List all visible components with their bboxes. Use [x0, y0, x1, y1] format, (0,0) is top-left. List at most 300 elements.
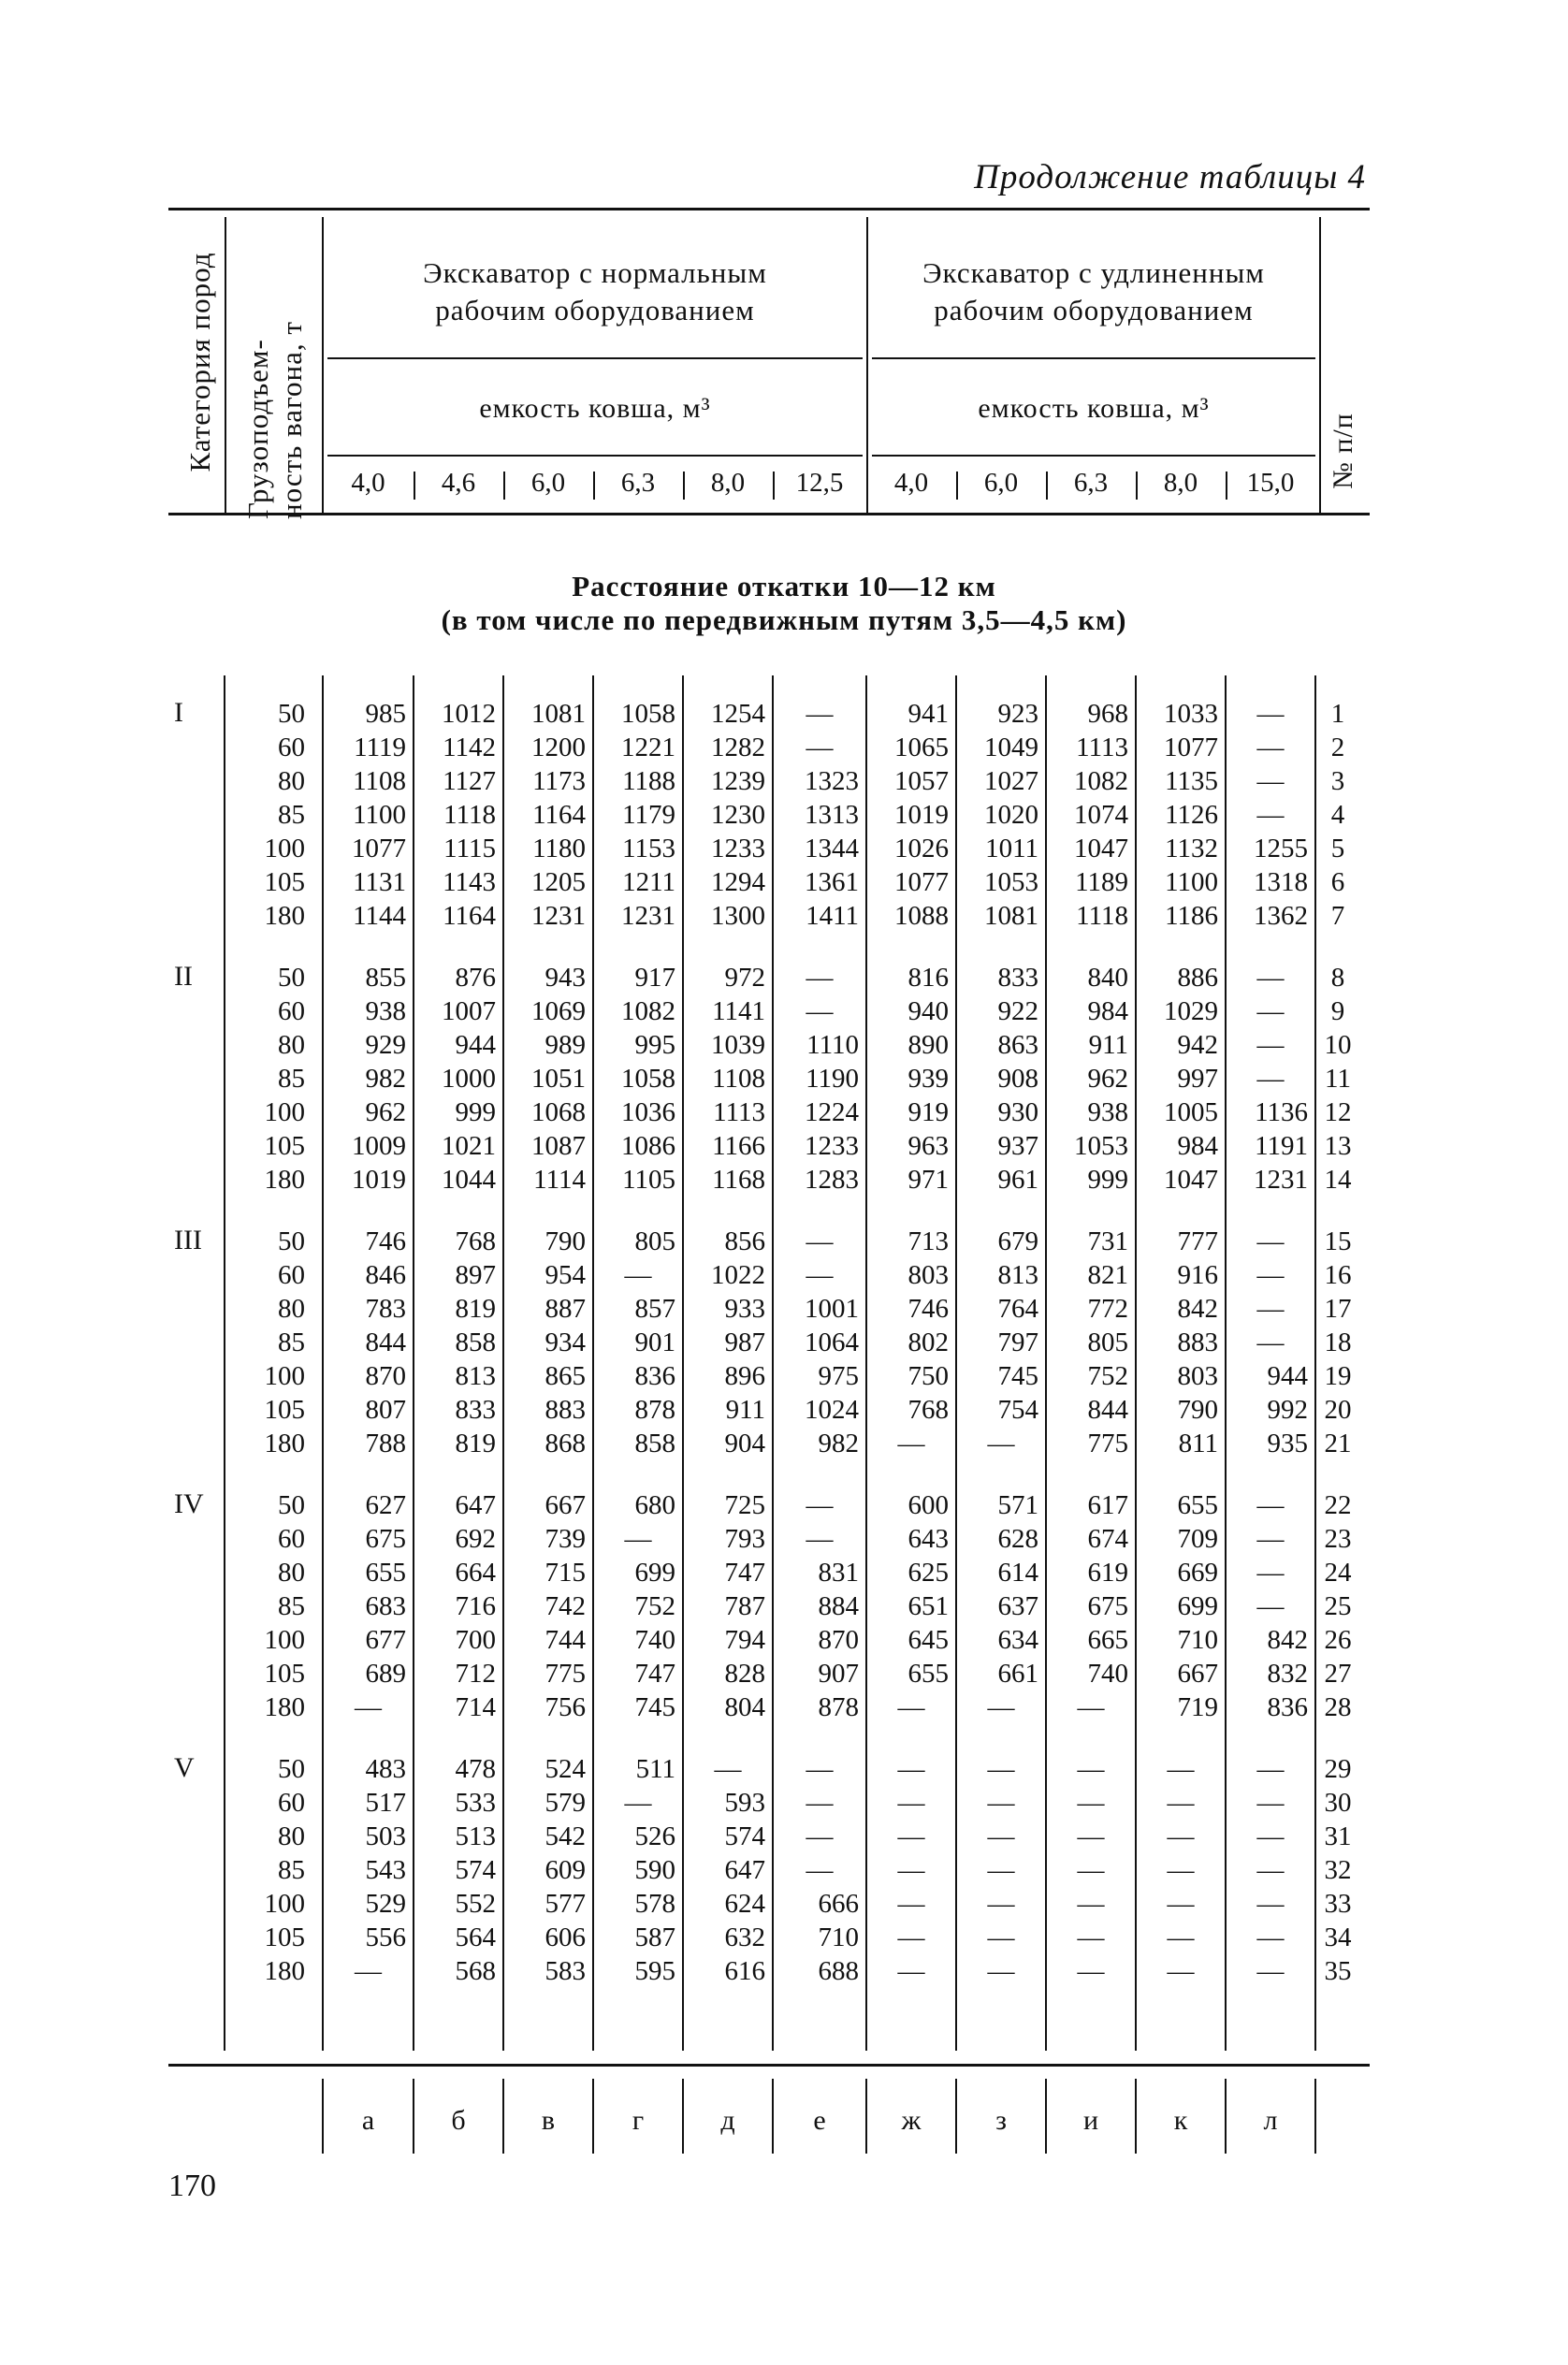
value-cell: 886: [1177, 963, 1218, 993]
value-cell: 714: [455, 1692, 496, 1722]
value-cell: 1077: [1164, 733, 1218, 762]
value-cell: 896: [724, 1361, 765, 1391]
value-cell: 961: [997, 1165, 1038, 1195]
value-cell: 655: [907, 1659, 949, 1689]
value-cell: 984: [1177, 1131, 1218, 1161]
value-cell: 583: [544, 1956, 586, 1986]
header-bottom-rule: [168, 513, 1370, 515]
value-cell: 1087: [531, 1131, 586, 1161]
value-cell: 1131: [353, 867, 406, 897]
value-cell: —: [1167, 1855, 1195, 1885]
letter-divider: [502, 2079, 504, 2154]
value-cell: 1019: [894, 800, 949, 830]
value-cell: 1205: [531, 867, 586, 897]
header-category: Категория пород: [183, 252, 216, 472]
wagon-capacity-cell: 60: [278, 996, 305, 1026]
value-cell: 647: [455, 1490, 496, 1520]
value-cell: 1231: [621, 901, 675, 931]
value-cell: 655: [1177, 1490, 1218, 1520]
value-cell: —: [624, 1788, 652, 1818]
value-cell: 999: [1087, 1165, 1128, 1195]
bucket-size-9: 6,3: [1073, 468, 1109, 498]
row-number-cell: 24: [1324, 1558, 1352, 1588]
value-cell: 625: [907, 1558, 949, 1588]
value-cell: 887: [544, 1294, 586, 1324]
value-cell: 1189: [1075, 867, 1128, 897]
row-number-cell: 23: [1324, 1524, 1352, 1554]
value-cell: 1164: [443, 901, 496, 931]
row-number-cell: 33: [1324, 1889, 1352, 1919]
wagon-capacity-cell: 80: [278, 1294, 305, 1324]
row-number-cell: 30: [1324, 1788, 1352, 1818]
value-cell: —: [1256, 1855, 1285, 1885]
value-cell: 578: [634, 1889, 675, 1919]
size-separator: [956, 472, 958, 500]
row-number-cell: 12: [1324, 1097, 1352, 1127]
value-cell: 840: [1087, 963, 1128, 993]
value-cell: 878: [634, 1395, 675, 1425]
header-rule-extended-2: [872, 455, 1315, 457]
row-number-cell: 3: [1330, 766, 1345, 796]
value-cell: 1119: [354, 733, 406, 762]
wagon-capacity-cell: 85: [278, 800, 305, 830]
value-cell: 1105: [622, 1165, 675, 1195]
value-cell: 571: [997, 1490, 1038, 1520]
value-cell: 574: [724, 1821, 765, 1851]
value-cell: 941: [907, 699, 949, 729]
section-caption-line2: (в том числе по передвижным путям 3,5—4,5 км): [441, 603, 1127, 636]
row-number-cell: 17: [1324, 1294, 1352, 1324]
value-cell: 713: [907, 1226, 949, 1256]
value-cell: 1179: [622, 800, 675, 830]
value-cell: 754: [997, 1395, 1038, 1425]
letter-divider: [682, 2079, 684, 2154]
value-cell: 1000: [442, 1064, 496, 1094]
bucket-size-2: 4,6: [441, 468, 476, 498]
value-cell: 768: [907, 1395, 949, 1425]
value-cell: 971: [907, 1165, 949, 1195]
value-cell: 1047: [1164, 1165, 1218, 1195]
value-cell: 878: [818, 1692, 859, 1722]
value-cell: 1166: [712, 1131, 765, 1161]
row-number-cell: 32: [1324, 1855, 1352, 1885]
column-letter-9: и: [1082, 2105, 1099, 2136]
wagon-capacity-cell: 80: [278, 766, 305, 796]
header-capacity-line2: ность вагона, т: [275, 321, 308, 519]
letter-divider: [865, 2079, 867, 2154]
value-cell: 616: [724, 1956, 765, 1986]
rock-category: IV: [174, 1488, 204, 1519]
value-cell: —: [1256, 996, 1285, 1026]
value-cell: 1283: [805, 1165, 859, 1195]
value-cell: 680: [634, 1490, 675, 1520]
value-cell: 1254: [711, 699, 765, 729]
value-cell: 1113: [1076, 733, 1128, 762]
row-number-cell: 14: [1324, 1165, 1352, 1195]
value-cell: 744: [544, 1625, 586, 1655]
value-cell: 1077: [352, 834, 406, 863]
value-cell: 1188: [622, 766, 675, 796]
value-cell: 944: [1267, 1361, 1308, 1391]
bucket-size-7: 4,0: [893, 468, 929, 498]
value-cell: —: [714, 1754, 742, 1784]
wagon-capacity-cell: 50: [278, 1226, 305, 1256]
value-cell: 856: [724, 1226, 765, 1256]
value-cell: 1021: [442, 1131, 496, 1161]
value-cell: —: [1256, 1294, 1285, 1324]
value-cell: 1081: [531, 699, 586, 729]
value-cell: 677: [365, 1625, 406, 1655]
value-cell: 819: [455, 1294, 496, 1324]
value-cell: 1027: [984, 766, 1038, 796]
rock-category: III: [174, 1225, 202, 1255]
row-number-cell: 11: [1325, 1064, 1351, 1094]
value-cell: 600: [907, 1490, 949, 1520]
value-cell: 526: [634, 1821, 675, 1851]
value-cell: —: [1256, 1328, 1285, 1357]
value-cell: 740: [634, 1625, 675, 1655]
value-cell: 511: [635, 1754, 675, 1784]
value-cell: 1313: [805, 800, 859, 830]
value-cell: 1118: [443, 800, 496, 830]
row-number-cell: 27: [1324, 1659, 1352, 1689]
value-cell: 661: [997, 1659, 1038, 1689]
value-cell: —: [1256, 1260, 1285, 1290]
row-number-cell: 25: [1324, 1591, 1352, 1621]
bucket-size-11: 15,0: [1246, 468, 1295, 498]
value-cell: 917: [634, 963, 675, 993]
row-number-cell: 2: [1330, 733, 1345, 762]
value-cell: —: [1256, 1490, 1285, 1520]
value-cell: 1058: [621, 1064, 675, 1094]
value-cell: 614: [997, 1558, 1038, 1588]
value-cell: 1051: [531, 1064, 586, 1094]
bucket-size-4: 6,3: [620, 468, 656, 498]
value-cell: 667: [1177, 1659, 1218, 1689]
value-cell: 870: [818, 1625, 859, 1655]
bucket-size-1: 4,0: [351, 468, 385, 498]
value-cell: 944: [455, 1030, 496, 1060]
value-cell: 503: [365, 1821, 406, 1851]
row-number-cell: 7: [1330, 901, 1345, 931]
value-cell: 606: [544, 1922, 586, 1952]
value-cell: 989: [544, 1030, 586, 1060]
size-separator: [773, 472, 775, 500]
column-letter-7: ж: [901, 2105, 922, 2136]
value-cell: 1036: [621, 1097, 675, 1127]
value-cell: 863: [997, 1030, 1038, 1060]
header-rule-normal-2: [327, 455, 863, 457]
extended-bucket-volume: емкость ковша, м³: [978, 393, 1210, 424]
value-cell: 689: [365, 1659, 406, 1689]
value-cell: 797: [997, 1328, 1038, 1357]
value-cell: —: [897, 1754, 925, 1784]
value-cell: 617: [1087, 1490, 1128, 1520]
value-cell: 777: [1177, 1226, 1218, 1256]
value-cell: 1082: [1074, 766, 1128, 796]
value-cell: 624: [724, 1889, 765, 1919]
value-cell: 675: [365, 1524, 406, 1554]
value-cell: 858: [634, 1429, 675, 1458]
value-cell: —: [987, 1889, 1015, 1919]
value-cell: —: [1256, 800, 1285, 830]
value-cell: —: [897, 1692, 925, 1722]
value-cell: 1224: [805, 1097, 859, 1127]
value-cell: 1058: [621, 699, 675, 729]
value-cell: 904: [724, 1429, 765, 1458]
value-cell: 675: [1087, 1591, 1128, 1621]
value-cell: 1323: [805, 766, 859, 796]
row-number-cell: 21: [1324, 1429, 1352, 1458]
value-cell: 919: [907, 1097, 949, 1127]
value-cell: 1144: [353, 901, 406, 931]
value-cell: 1294: [711, 867, 765, 897]
rock-category: V: [174, 1752, 195, 1783]
value-cell: 719: [1177, 1692, 1218, 1722]
value-cell: —: [897, 1429, 925, 1458]
value-cell: 857: [634, 1294, 675, 1324]
value-cell: 985: [365, 699, 406, 729]
value-cell: 752: [1087, 1361, 1128, 1391]
value-cell: —: [1256, 1064, 1285, 1094]
value-cell: 699: [634, 1558, 675, 1588]
row-number-cell: 35: [1324, 1956, 1352, 1986]
row-number-cell: 34: [1324, 1922, 1352, 1952]
column-letter-8: з: [995, 2105, 1007, 2136]
value-cell: 739: [544, 1524, 586, 1554]
value-cell: —: [897, 1788, 925, 1818]
value-cell: —: [1077, 1889, 1105, 1919]
value-cell: 1088: [894, 901, 949, 931]
row-number-cell: 19: [1324, 1361, 1352, 1391]
value-cell: 999: [455, 1097, 496, 1127]
value-cell: 667: [544, 1490, 586, 1520]
value-cell: 1126: [1165, 800, 1218, 830]
header-capacity-line1: Грузоподъем-: [241, 339, 274, 519]
section-caption-line1: Расстояние откатки 10—12 км: [572, 570, 996, 602]
value-cell: 813: [997, 1260, 1038, 1290]
header-rule-normal: [327, 357, 863, 359]
value-cell: —: [1077, 1821, 1105, 1851]
value-cell: —: [806, 1226, 834, 1256]
value-cell: 587: [634, 1922, 675, 1952]
value-cell: 634: [997, 1625, 1038, 1655]
value-cell: 937: [997, 1131, 1038, 1161]
value-cell: 883: [544, 1395, 586, 1425]
value-cell: 692: [455, 1524, 496, 1554]
value-cell: 775: [1087, 1429, 1128, 1458]
value-cell: 543: [365, 1855, 406, 1885]
header-rule-extended: [872, 357, 1315, 359]
value-cell: —: [806, 996, 834, 1026]
column-letter-1: а: [361, 2105, 375, 2136]
value-cell: 1318: [1254, 867, 1308, 897]
extended-equipment-title-line1: Экскаватор с удлиненным: [922, 256, 1265, 289]
value-cell: 1024: [805, 1395, 859, 1425]
size-separator: [593, 472, 595, 500]
value-cell: 836: [634, 1361, 675, 1391]
value-cell: 939: [907, 1064, 949, 1094]
value-cell: 1362: [1254, 901, 1308, 931]
value-cell: 688: [818, 1956, 859, 1986]
value-cell: 756: [544, 1692, 586, 1722]
value-cell: 890: [907, 1030, 949, 1060]
value-cell: 483: [365, 1754, 406, 1784]
letter-divider: [772, 2079, 774, 2154]
value-cell: —: [1256, 1788, 1285, 1818]
value-cell: —: [355, 1692, 382, 1722]
value-cell: 802: [907, 1328, 949, 1357]
value-cell: 938: [365, 996, 406, 1026]
value-cell: 846: [365, 1260, 406, 1290]
wagon-capacity-cell: 50: [278, 963, 305, 993]
value-cell: —: [897, 1922, 925, 1952]
value-cell: 790: [544, 1226, 586, 1256]
value-cell: 813: [455, 1361, 496, 1391]
value-cell: 807: [365, 1395, 406, 1425]
letter-divider: [1045, 2079, 1047, 2154]
value-cell: 1113: [713, 1097, 765, 1127]
extended-equipment-title-line2: рабочим оборудованием: [934, 294, 1254, 326]
value-cell: 524: [544, 1754, 586, 1784]
value-cell: 940: [907, 996, 949, 1026]
value-cell: 1255: [1254, 834, 1308, 863]
wagon-capacity-cell: 50: [278, 1754, 305, 1784]
value-cell: 651: [907, 1591, 949, 1621]
value-cell: —: [806, 1788, 834, 1818]
value-cell: 1141: [712, 996, 765, 1026]
value-cell: —: [1167, 1956, 1195, 1986]
value-cell: 816: [907, 963, 949, 993]
value-cell: 972: [724, 963, 765, 993]
row-number-cell: 20: [1324, 1395, 1352, 1425]
value-cell: —: [1167, 1889, 1195, 1919]
value-cell: 997: [1177, 1064, 1218, 1094]
value-cell: —: [1256, 1889, 1285, 1919]
value-cell: 1108: [712, 1064, 765, 1094]
wagon-capacity-cell: 85: [278, 1328, 305, 1357]
value-cell: —: [806, 1754, 834, 1784]
value-cell: 1057: [894, 766, 949, 796]
value-cell: 764: [997, 1294, 1038, 1324]
value-cell: 637: [997, 1591, 1038, 1621]
value-cell: 632: [724, 1922, 765, 1952]
value-cell: 1009: [352, 1131, 406, 1161]
normal-bucket-volume: емкость ковша, м³: [479, 393, 711, 424]
bucket-size-5: 8,0: [710, 468, 746, 498]
value-cell: —: [987, 1922, 1015, 1952]
value-cell: 699: [1177, 1591, 1218, 1621]
value-cell: 517: [365, 1788, 406, 1818]
wagon-capacity-cell: 180: [264, 1692, 305, 1722]
value-cell: 740: [1087, 1659, 1128, 1689]
wagon-capacity-cell: 60: [278, 1788, 305, 1818]
letter-divider: [955, 2079, 957, 2154]
value-cell: 883: [1177, 1328, 1218, 1357]
value-cell: —: [1256, 963, 1285, 993]
value-cell: 1082: [621, 996, 675, 1026]
normal-equipment-title: [327, 254, 863, 329]
value-cell: 1081: [984, 901, 1038, 931]
page-number: 170: [168, 2169, 216, 2203]
value-cell: 868: [544, 1429, 586, 1458]
value-cell: 1200: [531, 733, 586, 762]
value-cell: —: [1256, 733, 1285, 762]
value-cell: 1068: [531, 1097, 586, 1127]
value-cell: 1020: [984, 800, 1038, 830]
value-cell: 897: [455, 1260, 496, 1290]
value-cell: 1077: [894, 867, 949, 897]
value-cell: —: [1256, 1591, 1285, 1621]
value-cell: —: [897, 1821, 925, 1851]
bucket-size-10: 8,0: [1163, 468, 1198, 498]
value-cell: 715: [544, 1558, 586, 1588]
value-cell: 574: [455, 1855, 496, 1885]
size-separator: [1046, 472, 1048, 500]
value-cell: 1108: [353, 766, 406, 796]
letter-divider: [1314, 2079, 1316, 2154]
value-cell: 556: [365, 1922, 406, 1952]
value-cell: 1142: [443, 733, 496, 762]
value-cell: 619: [1087, 1558, 1128, 1588]
value-cell: —: [1077, 1754, 1105, 1784]
value-cell: 593: [724, 1788, 765, 1818]
value-cell: 664: [455, 1558, 496, 1588]
normal-equipment-title-line1: Экскаватор с нормальным: [423, 256, 767, 289]
value-cell: 1231: [531, 901, 586, 931]
column-letter-11: л: [1263, 2105, 1278, 2136]
value-cell: —: [987, 1788, 1015, 1818]
value-cell: —: [806, 1821, 834, 1851]
value-cell: 1143: [443, 867, 496, 897]
row-number-cell: 5: [1330, 834, 1345, 863]
value-cell: 628: [997, 1524, 1038, 1554]
value-cell: 987: [724, 1328, 765, 1357]
wagon-capacity-cell: 60: [278, 1524, 305, 1554]
wagon-capacity-cell: 180: [264, 901, 305, 931]
value-cell: 716: [455, 1591, 496, 1621]
value-cell: —: [1256, 1821, 1285, 1851]
value-cell: —: [987, 1429, 1015, 1458]
row-number-cell: 18: [1324, 1328, 1352, 1357]
value-cell: 805: [634, 1226, 675, 1256]
value-cell: 564: [455, 1922, 496, 1952]
value-cell: —: [1256, 766, 1285, 796]
value-cell: —: [1077, 1855, 1105, 1885]
value-cell: 683: [365, 1591, 406, 1621]
value-cell: 911: [1088, 1030, 1128, 1060]
value-cell: 1064: [805, 1328, 859, 1357]
value-cell: 579: [544, 1788, 586, 1818]
value-cell: 752: [634, 1591, 675, 1621]
value-cell: 962: [365, 1097, 406, 1127]
value-cell: 982: [818, 1429, 859, 1458]
value-cell: 1344: [805, 834, 859, 863]
letter-divider: [322, 2079, 324, 2154]
value-cell: 700: [455, 1625, 496, 1655]
value-cell: 1233: [805, 1131, 859, 1161]
value-cell: 901: [634, 1328, 675, 1357]
value-cell: 1233: [711, 834, 765, 863]
header-row-number: № п/п: [1328, 413, 1358, 489]
value-cell: 746: [365, 1226, 406, 1256]
size-separator: [414, 472, 415, 500]
value-cell: 1019: [352, 1165, 406, 1195]
value-cell: 1039: [711, 1030, 765, 1060]
value-cell: —: [1167, 1754, 1195, 1784]
value-cell: 533: [455, 1788, 496, 1818]
value-cell: —: [1077, 1922, 1105, 1952]
